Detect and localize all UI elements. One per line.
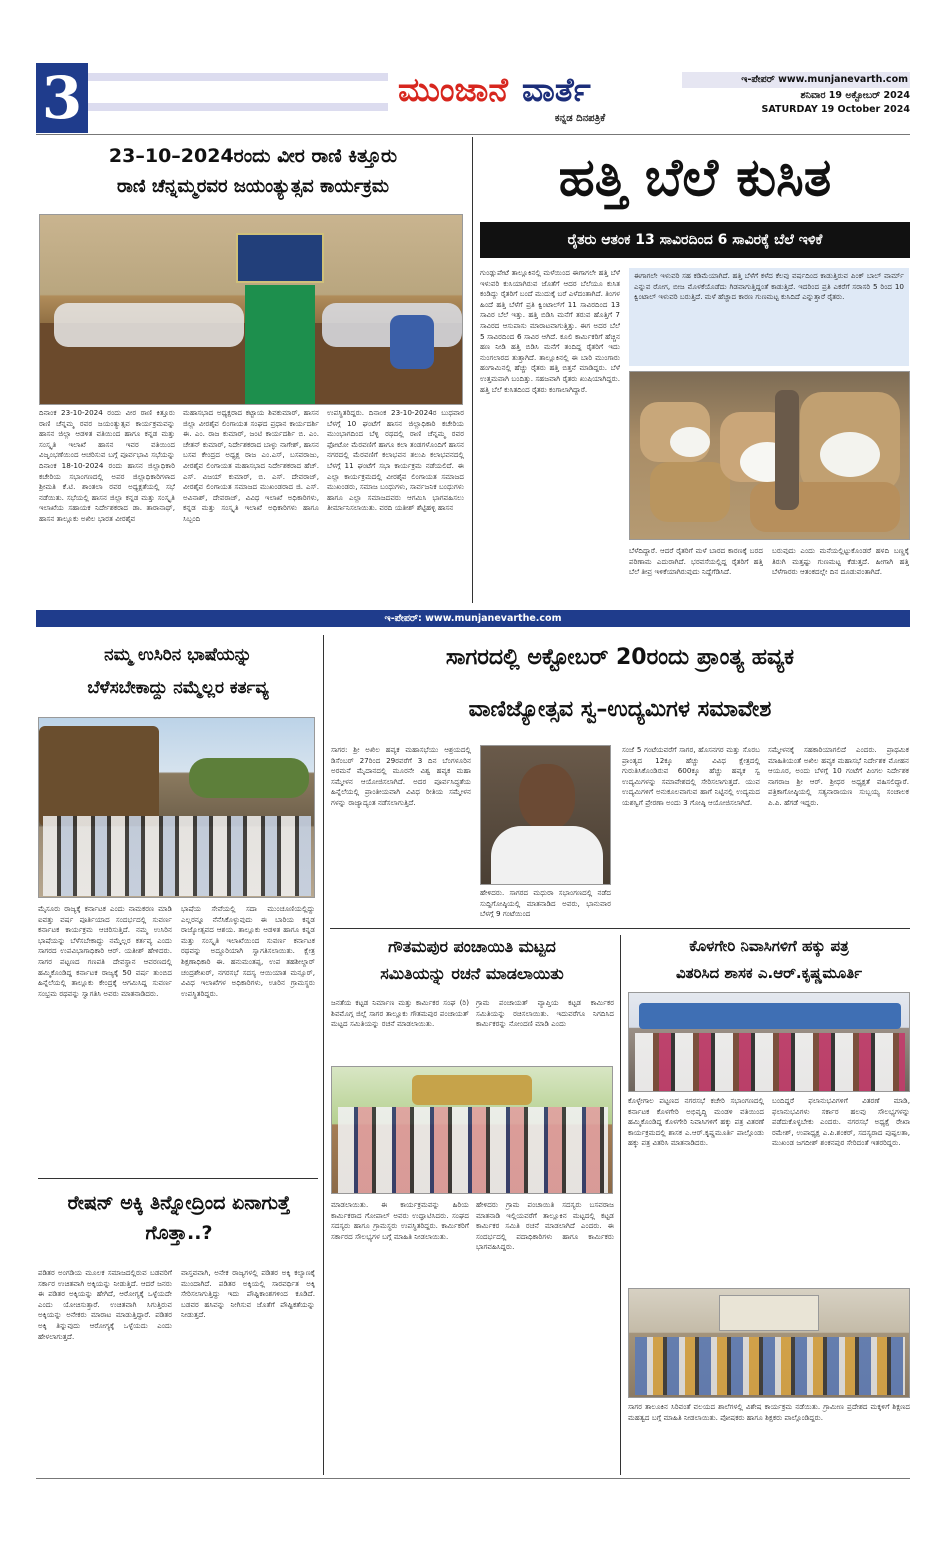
masthead-title-part2: ವಾರ್ತೆ (522, 70, 591, 109)
article7-photo (628, 992, 910, 1092)
page-number-box (36, 63, 88, 133)
column-rule-bottom-left (323, 635, 324, 1475)
masthead-tagline: ಕನ್ನಡ ದಿನಪತ್ರಿಕೆ (554, 113, 606, 124)
masthead-title-part1: ಮುಂಜಾನೆ (398, 70, 508, 109)
masthead-date-english: SATURDAY 19 October 2024 (761, 104, 910, 115)
article5-portrait-photo (480, 745, 611, 885)
article6-col2: ಗ್ರಾಮ ಪಂಚಾಯತ್ ವ್ಯಾಪ್ತಿಯ ಕಟ್ಟಡ ಕಾರ್ಮಿಕರ ಸಮಿತಿಯನ್ನು ರಚಿಸಲಾಯಿತು. ಇದುವರೆಗೂ ನಿಗದಿಸಿದ ಕಾರ್ಮಿಕರನ್ನು ನೋಂದಣಿ ಮಾಡಿ ಎಂದು (476, 998, 614, 1029)
article1-col2: ಮಹಾಸಭಾದ ಅಧ್ಯಕ್ಷರಾದ ಕಟ್ಟಾಯ ಶಿವಕುಮಾರ್, ಹಾಸನ ಜಿಲ್ಲಾ ವೀರಶೈವ ಲಿಂಗಾಯತ ಸಂಘದ ಪ್ರಧಾನ ಕಾರ್ಯದರ್ಶಿ ಈ. ಎಂ. ರಾಜ ಕುಮಾರ್, ಜಂಟಿ ಕಾರ್ಯದರ್ಶಿ ಬಿ. ಎಂ. ಚೇತನ್ ಕುಮಾರ್, ನಿರ್ದೇಶಕರಾದ ಬಾಳ್ಳು ನಾಗೇಶ್, ಹಾಸನ ಬಸವ ಕೇಂದ್ರದ ಅಧ್ಯಕ್ಷ ರಾಜ ಎಂ.ಎಸ್, ಬಸವರಾಜು, ವೀರಶೈವ ಲಿಂಗಾಯತ ಮಹಾಸಭಾದ ನಿರ್ದೇಶಕರಾದ ಹೆಚ್. ಎಸ್. ವಿಜಯ್ ಕುಮಾರ್, ಬಿ. ಎಸ್. ದೇವರಾಜ್, ವೀರಶೈವ ಲಿಂಗಾಯತ ಸಮಾಜದ ಮುಖಂಡರಾದ ಜಿ. ಎಸ್. ಅವಿನಾಶ್, ದೇವರಾಜ್, ವಿವಿಧ ಇಲಾಖೆ ಅಧಿಕಾರಿಗಳು, ಕನ್ನಡ ಮತ್ತು ಸಂಸ್ಕೃತಿ ಇಲಾಖೆ ಅಧಿಕಾರಿಗಳು ಹಾಗೂ ಸಿಬ್ಬಂದಿ (183, 408, 319, 523)
masthead-epaper-label[interactable]: ಇ-ಪೇಪರ್ www.munjanevarth.com (682, 72, 910, 88)
masthead-title (398, 68, 660, 112)
column-rule-bottom-right (620, 935, 621, 1475)
column-rule-top (472, 137, 473, 603)
article4-col2: ವಾಸ್ತವವಾಗಿ, ಅನೇಕ ರಾಜ್ಯಗಳಲ್ಲಿ ಪಡಿತರ ಅಕ್ಕಿ ಕಲ್ಯಾಣಕ್ಕೆ ಮುಂದಾಗಿದೆ. ಪಡಿತರ ಅಕ್ಕಿಯಲ್ಲಿ ಸಾರವರ್ಧಿತ ಅಕ್ಕಿ ಸೇರಿಸಲಾಗುತ್ತಿದ್ದು ಇದು ಪೌಷ್ಟಿಕಾಂಶಗಳಿಂದ ಕೂಡಿದೆ. ಬಡವರ ಹಸಿವನ್ನು ನೀಗಿಸುವ ಜೊತೆಗೆ ಪೌಷ್ಟಿಕತೆಯನ್ನು ನೀಡುತ್ತದೆ. (181, 1268, 315, 1320)
masthead-band-top (88, 73, 388, 81)
article5-headline-line1: ಸಾಗರದಲ್ಲಿ ಅಕ್ಟೋಬರ್ 20ರಂದು ಪ್ರಾಂತ್ಯ ಹವ್ಯಕ (445, 645, 795, 670)
masthead-rule (36, 134, 910, 135)
article1-photo (39, 214, 463, 405)
article2-headline: ಹತ್ತಿ ಬೆಲೆ ಕುಸಿತ (558, 148, 832, 208)
article7-headline-line2: ವಿತರಿಸಿದ ಶಾಸಕ ಎ.ಆರ್.ಕೃಷ್ಣಮೂರ್ತಿ (676, 964, 862, 982)
article5-col1: ಸಾಗರ: ಶ್ರೀ ಅಖಿಲ ಹವ್ಯಕ ಮಹಾಸಭೆಯು ಆಶ್ರಯದಲ್ಲಿ ಡಿಸೆಂಬರ್ 27ರಿಂದ 29ರವರೆಗೆ 3 ದಿನ ಬೆಂಗಳೂರಿನ ಅರಮನೆ ಮೈದಾನದಲ್ಲಿ ಮೂರನೇ ವಿಶ್ವ ಹವ್ಯಕ ಮಹಾ ಸಮ್ಮೇಳನ ಆಯೋಜಿಸಲಾಗಿದೆ. ಅದರ ಪೂರ್ವಸಿದ್ಧತೆಯ ಹಿನ್ನೆಲೆಯಲ್ಲಿ ಪ್ರಾಂತೀಯವಾಗಿ ವಿವಿಧ ರೀತಿಯ ಸಮ್ಮೇಳನ ಗಳನ್ನು ರಾಜ್ಯಾದ್ಯಂತ ನಡೆಸಲಾಗುತ್ತಿದೆ. (331, 745, 471, 807)
article2-col4: ಬರುವುದು ಎಂದು ಮನೆಯಲ್ಲಿಟ್ಟುಕೊಂಡರೆ ಹಳದಿ ಬಣ್ಣಕ್ಕೆ ತಿರುಗಿ ಮತ್ತಷ್ಟು ಗುಣಮಟ್ಟ ಕೆಡುತ್ತದೆ. ಹೀಗಾಗಿ ಹತ್ತಿ ಬೆಳೆಗಾರರು ಆತಂಕದಲ್ಲೇ ದಿನ ದೂಡುವಂತಾಗಿದೆ. (772, 546, 909, 577)
masthead-band-bottom (88, 103, 388, 111)
article3-headline-line2: ಬೆಳೆಸಬೇಕಾದ್ದು ನಮ್ಮೆಲ್ಲರ ಕರ್ತವ್ಯ (87, 678, 269, 698)
article5-headline-line2: ವಾಣಿಜ್ಯೋತ್ಸವ ಸ್ವ–ಉದ್ಯಮಿಗಳ ಸಮಾವೇಶ (468, 697, 772, 722)
article7-col2: ಬಂದಿದ್ದರೆ ಫಲಾನುಭವಿಗಳಿಗೆ ವಿತರಣೆ ಮಾಡಿ, ಫಲಾನುಭವಿಗಳು ಸರ್ಕಾರ ಹಲವು ಸೌಲಭ್ಯಗಳನ್ನು ಪಡೆದುಕೊಳ್ಳಬೇಕು ಎಂದರು. ನಗರಸಭೆ ಅಧ್ಯಕ್ಷೆ ರೇಖಾ ರಮೇಶ್, ಉಪಾಧ್ಯಕ್ಷ ಎ.ಪಿ.ಶಂಕರ್, ಸದಸ್ಯರಾದ ಪುಷ್ಪಲತಾ, ಮುಖಂಡ ಜಗದೀಶ್ ಶಂಕನಪುರ ಸೇರಿದಂತೆ ಇತರರಿದ್ದರು. (772, 1096, 910, 1148)
article6-headline-line2: ಸಮಿತಿಯನ್ನು ರಚನೆ ಮಾಡಲಾಯಿತು (380, 964, 564, 983)
article4-headline: ರೇಷನ್ ಅಕ್ಕಿ ತಿನ್ನೋದ್ರಿಂದ ಏನಾಗುತ್ತೆ ಗೊತ್ತಾ..? (67, 1192, 291, 1244)
article2-col3: ಬೆಳೆದಿದ್ದಾರೆ. ಆದರೆ ರೈತರಿಗೆ ಮಳೆ ಬಾರದ ಕಾರಣಕ್ಕೆ ಬರದ ಪರಿಣಾಮ ಎದುರಾಗಿದೆ. ಭರವಸೆಯಲ್ಲಿದ್ದ ರೈತರಿಗೆ ಹತ್ತಿ ಬೆಲೆ ತೀವ್ರ ಇಳಿಕೆಯಾಗಿರುವುದು ನಿದ್ದೆಗೆಡಿಸಿದೆ. (629, 546, 763, 577)
article2-subhead: ರೈತರು ಆತಂಕ 13 ಸಾವಿರದಿಂದ 6 ಸಾವಿರಕ್ಕೆ ಬೆಲೆ ಇಳಿಕೆ (480, 222, 910, 258)
article5-rule (330, 928, 910, 929)
article7-headline-line1: ಕೊಳಗೇರಿ ನಿವಾಸಿಗಳಿಗೆ ಹಕ್ಕು ಪತ್ರ (689, 937, 849, 955)
article2-col2-box (629, 268, 909, 366)
article5-col2: ಸಂಜೆ 5 ಗಂಟೆಯವರೆಗೆ ಸಾಗರ, ಹೊಸನಗರ ಮತ್ತು ಸೊರಬ ಪ್ರಾಂತ್ಯದ 12ಕ್ಕೂ ಹೆಚ್ಚು ವಿವಿಧ ಕ್ಷೇತ್ರದಲ್ಲಿ ಗುರುತಿಸಿಕೊಂಡಿರುವ 600ಕ್ಕೂ ಹೆಚ್ಚು ಹವ್ಯಕ ಸ್ವ ಉದ್ಯಮಿಗಳನ್ನು ಸಮಾವೇಶದಲ್ಲಿ ಸೇರಿಸಲಾಗುತ್ತದೆ. ಯುವ ಉದ್ಯಮಿಗಳಿಗೆ ಅನುಕೂಲವಾಗುವ ಹಾಗೆ ನಿಟ್ಟಿನಲ್ಲಿ ಉದ್ಯಮದ ಯಶಸ್ವಿಗೆ ಪ್ರೇರಣಾ ಅಂದು 3 ಗೋಷ್ಠಿ ಆಯೋಜಿಸಲಾಗಿದೆ. (622, 745, 760, 807)
article7-classroom-photo (628, 1288, 910, 1398)
page-bottom-rule (36, 1478, 910, 1479)
article6-headline-line1: ಗೌತಮಪುರ ಪಂಚಾಯಿತಿ ಮಟ್ಟದ (388, 937, 556, 956)
article7-col1: ಕೊಳ್ಳೇಗಾಲ ಪಟ್ಟಣದ ನಗರಸಭೆ ಕಚೇರಿ ಸಭಾಂಗಣದಲ್ಲಿ ಕರ್ನಾಟಕ ಕೊಳಗೇರಿ ಅಭಿವೃದ್ಧಿ ಮಂಡಳಿ ವತಿಯಿಂದ ಹಮ್ಮಿಕೊಂಡಿದ್ದ ಕೊಳಗೇರಿ ನಿವಾಸಿಗಳಿಗೆ ಹಕ್ಕು ಪತ್ರ ವಿತರಣೆ ಕಾರ್ಯಕ್ರಮದಲ್ಲಿ ಶಾಸಕ ಎ.ಆರ್.ಕೃಷ್ಣಮೂರ್ತಿ ಪಾಲ್ಗೊಂಡು ಹಕ್ಕು ಪತ್ರ ವಿತರಿಸಿ ಮಾತನಾಡಿದರು. (628, 1096, 764, 1148)
article6-col3: ಮಾಡಲಾಯಿತು. ಈ ಕಾರ್ಯಕ್ರಮವನ್ನು ಹಿರಿಯ ಕಾರ್ಮಿಕರಾದ ಗೋಪಾಲ್ ಅವರು ಉದ್ಘಾಟಿಸಿದರು. ಸಂಘದ ಸದಸ್ಯರು ಹಾಗೂ ಗ್ರಾಮಸ್ಥರು ಉಪಸ್ಥಿತರಿದ್ದರು. ಕಾರ್ಮಿಕರಿಗೆ ಸರ್ಕಾರದ ಸೌಲಭ್ಯಗಳ ಬಗ್ಗೆ ಮಾಹಿತಿ ನೀಡಲಾಯಿತು. (331, 1200, 469, 1241)
article3-col1: ಮೈಸೂರು ರಾಜ್ಯಕ್ಕೆ ಕರ್ನಾಟಕ ಎಂದು ನಾಮಕರಣ ಮಾಡಿ ಐವತ್ತು ವರ್ಷ ಪೂರ್ತಿಯಾದ ಸಂದರ್ಭದಲ್ಲಿ ಸುವರ್ಣ ಕರ್ನಾಟಕ ಕಾರ್ಯಕ್ರಮ ಆಚರಿಸುತ್ತಿದೆ. ನಮ್ಮ ಉಸಿರಿನ ಭಾಷೆಯನ್ನು ಬೆಳೆಸಬೇಕಾದ್ದು ನಮ್ಮೆಲ್ಲರ ಕರ್ತವ್ಯ ಎಂದು ಸಾಗರದ ಉಪವಿಭಾಗಾಧಿಕಾರಿ ಆರ್. ಯತೀಶ್ ಹೇಳಿದರು. ಸಾಗರ ಪಟ್ಟಣದ ಗಣಪತಿ ದೇವಸ್ಥಾನ ಆವರಣದಲ್ಲಿ ಹಮ್ಮಿಕೊಂಡಿದ್ದ ಕರ್ನಾಟಕ ರಾಜ್ಯಕ್ಕೆ 50 ವರ್ಷ ತುಂಬಿದ ಹಿನ್ನೆಲೆಯಲ್ಲಿ ತಾಲ್ಲೂಕು ಕೇಂದ್ರಕ್ಕೆ ಆಗಮಿಸಿದ್ದ ಸುವರ್ಣ ಸಂಭ್ರಮ ರಥವನ್ನು ಸ್ವಾಗತಿಸಿ ಅವರು ಮಾತನಾಡಿದರು. (38, 904, 172, 998)
article1-headline-line1: 23–10–2024ರಂದು ವೀರ ರಾಣಿ ಕಿತ್ತೂರು (108, 145, 398, 167)
article3-col2: ಭಾಷೆಯ ಸೇವೆಯಲ್ಲಿ ಸದಾ ಮುಂಚೂಣಿಯಲ್ಲಿದ್ದು ಎಲ್ಲರನ್ನೂ ನೆನೆಸಿಕೊಳ್ಳುವುದು ಈ ಬಾರಿಯ ಕನ್ನಡ ರಾಜ್ಯೋತ್ಸವದ ಆಶಯ. ತಾಲ್ಲೂಕು ಆಡಳಿತ ಹಾಗೂ ಕನ್ನಡ ಮತ್ತು ಸಂಸ್ಕೃತಿ ಇಲಾಖೆಯಿಂದ ಸುವರ್ಣ ಕರ್ನಾಟಕ ರಥವನ್ನು ಅದ್ದೂರಿಯಾಗಿ ಸ್ವಾಗತಿಸಲಾಯಿತು. ಕ್ಷೇತ್ರ ಶಿಕ್ಷಣಾಧಿಕಾರಿ ಈ. ಹನುಮಂತಪ್ಪ, ಉಪ ತಹಶೀಲ್ದಾರ್ ಚಂದ್ರಶೇಖರ್, ನಗರಸಭೆ ಸದಸ್ಯ ಆಯಿಯಾತ ಮನ್ಸೂರ್, ವಿವಿಧ ಇಲಾಖೆಗಳ ಅಧಿಕಾರಿಗಳು, ಊರಿನ ಗ್ರಾಮಸ್ಥರು ಉಪಸ್ಥಿತರಿದ್ದರು. (181, 904, 315, 998)
epaper-divider-label[interactable]: ಇ-ಪೇಪರ್: www.munjanevarthe.com (384, 613, 562, 624)
page-number: 3 (41, 64, 83, 132)
article5-photo-caption: ಹೇಳಿದರು. ಸಾಗರದ ಮಧುರಾ ಸಭಾಂಗಣದಲ್ಲಿ ನಡೆದ ಸುದ್ದಿಗೋಷ್ಠಿಯಲ್ಲಿ ಮಾತನಾಡಿದ ಅವರು, ಭಾನುವಾರ ಬೆಳಗ್ಗೆ 9 ಗಂಟೆಯಿಂದ (480, 888, 611, 919)
article1-col1: ದಿನಾಂಕ 23-10-2024 ರಂದು ವೀರ ರಾಣಿ ಕಿತ್ತೂರು ರಾಣಿ ಚೆನ್ನಮ್ಮ ರವರ ಜಯಂತ್ಯುತ್ಸವ ಕಾರ್ಯಕ್ರಮವನ್ನು ಹಾಸನ ಜಿಲ್ಲಾ ಆಡಳಿತ ವತಿಯಿಂದ ಹಾಗೂ ಕನ್ನಡ ಮತ್ತು ಸಂಸ್ಕೃತಿ ಇಲಾಖೆ ಹಾಸನ ಇವರ ವತಿಯಿಂದ ವಿಜೃಂಭಣೆಯಿಂದ ಆಚರಿಸುವ ಬಗ್ಗೆ ಪೂರ್ವಭಾವಿ ಸಭೆಯನ್ನು ದಿನಾಂಕ 18-10-2024 ರಂದು ಹಾಸನ ಜಿಲ್ಲಾಧಿಕಾರಿ ಕಚೇರಿಯ ಸಭಾಂಗಣದಲ್ಲಿ ಅಪರ ಜಿಲ್ಲಾಧಿಕಾರಿಗಳಾದ ಶ್ರೀಮತಿ ಕೆ.ಟಿ. ಶಾಂತಲಾ ರವರ ಅಧ್ಯಕ್ಷತೆಯಲ್ಲಿ ಸಭೆ ನಡೆಯಿತು. ಸಭೆಯಲ್ಲಿ ಹಾಸನ ಜಿಲ್ಲಾ ಕನ್ನಡ ಮತ್ತು ಸಂಸ್ಕೃತಿ ಇಲಾಖೆಯ ಸಹಾಯಕ ನಿರ್ದೇಶಕರಾದ ಡಾ. ತಾರಾನಾಥ್, ಹಾಸನ ತಾಲ್ಲೂಕು ಅಖಿಲ ಭಾರತ ವೀರಶೈವ (39, 408, 175, 523)
article5-col3: ಸಮ್ಮೇಳನಕ್ಕೆ ಸಹಕಾರಿಯಾಗಲಿದೆ ಎಂದರು. ಪ್ರಾಥಮಿಕ ಮಾಹಿತಿಯಂತೆ ಅಖಿಲ ಹವ್ಯಕ ಮಹಾಸಭೆ ನಿರ್ದೇಶಕ ಮೋಹನ ಆಯೂರ, ಅಂದು ಬೆಳಗ್ಗೆ 10 ಗಂಟೆಗೆ ಪಿಂಗಲ ನಿರ್ದೇಶಕ ನಾಗರಾಜ ಶ್ರೀ ಆರ್. ಶ್ರೀಧರ ಅಧ್ಯಕ್ಷತೆ ವಹಿಸಲಿದ್ದಾರೆ. ಪತ್ರಿಕಾಗೋಷ್ಠಿಯಲ್ಲಿ ಸತ್ಯನಾರಾಯಣ ಸುಬ್ಬಯ್ಯ ಸಂಚಾಲಕ ಪಿ.ಪಿ. ಹೆಗಡೆ ಇದ್ದರು. (768, 745, 909, 807)
article6-photo (331, 1066, 613, 1194)
article4-col1: ಪಡಿತರ ಅಂಗಡಿಯ ಮೂಲಕ ಸಮಾಜದಲ್ಲಿರುವ ಬಡವರಿಗೆ ಸರ್ಕಾರ ಉಚಿತವಾಗಿ ಅಕ್ಕಿಯನ್ನು ನೀಡುತ್ತಿದೆ. ಆದರೆ ಜನರು ಈ ಪಡಿತರ ಅಕ್ಕಿಯನ್ನು ಹೇಗಿದೆ, ಆರೋಗ್ಯಕ್ಕೆ ಒಳ್ಳೆಯದೇ ಎಂದು ಯೋಚಿಸುತ್ತಾರೆ. ಉಚಿತವಾಗಿ ಸಿಗುತ್ತಿರುವ ಅಕ್ಕಿಯನ್ನು ಅನೇಕರು ಮಾರಾಟ ಮಾಡುತ್ತಿದ್ದಾರೆ. ಪಡಿತರ ಅಕ್ಕಿ ತಿನ್ನುವುದು ಆರೋಗ್ಯಕ್ಕೆ ಒಳ್ಳೆಯದು ಎಂದು ಹೇಳಲಾಗುತ್ತದೆ. (38, 1268, 172, 1341)
article1-headline-line2: ರಾಣಿ ಚೆನ್ನಮ್ಮರವರ ಜಯಂತ್ಯುತ್ಸವ ಕಾರ್ಯಕ್ರಮ (117, 176, 389, 197)
article2-col2: ಈಗಾಗಲೇ ಇಳುವರಿ ಸಹ ಕಡಿಮೆಯಾಗಿದೆ. ಹತ್ತಿ ಬೆಳೆಗೆ ಕಳೆದ ಕೆಲವು ವರ್ಷದಿಂದ ಕಾಡುತ್ತಿರುವ ಪಿಂಕ್ ಬಾಲ್ ವಾರ್ಮ್ ಎನ್ನುವ ರೋಗ, ಬೀಜ ಮೊಳಕೆಯೊಡೆದು ಗಿಡವಾಗುತ್ತಿದ್ದಂತೆ ಕಾಡುತ್ತಿದೆ. ಇದರಿಂದ ಪ್ರತಿ ಎಕರೆಗೆ ಸರಾಸರಿ 5 ರಿಂದ 10 ಕ್ವಿಂಟಾಲ್ ಇಳುವರಿ ಬರುತ್ತಿದೆ. ಮಳೆ ಹೆಚ್ಚಾದ ಕಾರಣ ಗುಣಮಟ್ಟ ಕುಸಿದಿದೆ ಎನ್ನುತ್ತಾರೆ ರೈತರು. (634, 271, 904, 302)
masthead-date-kannada: ಶನಿವಾರ 19 ಅಕ್ಟೋಬರ್ 2024 (800, 90, 910, 101)
article3-rule (38, 1178, 318, 1179)
article2-cotton-photo (629, 371, 910, 540)
article3-headline-line1: ನಮ್ಮ ಉಸಿರಿನ ಭಾಷೆಯನ್ನು (104, 645, 252, 665)
article3-photo (38, 717, 315, 898)
article7-caption2: ಸಾಗರ ತಾಲೂಕಿನ ಸಿರಿವಂತೆ ವಲಯದ ಶಾಲೆಗಳಲ್ಲಿ ವಿಶೇಷ ಕಾರ್ಯಕ್ರಮ ನಡೆಯಿತು. ಗ್ರಾಮೀಣ ಪ್ರದೇಶದ ಮಕ್ಕಳಿಗೆ ಶಿಕ್ಷಣದ ಮಹತ್ವದ ಬಗ್ಗೆ ಮಾಹಿತಿ ನೀಡಲಾಯಿತು. ಪೋಷಕರು ಹಾಗೂ ಶಿಕ್ಷಕರು ಪಾಲ್ಗೊಂಡಿದ್ದರು. (628, 1402, 910, 1422)
article2-col1: ಗುಂಡ್ಲುಪೇಟೆ ತಾಲ್ಲೂಕಿನಲ್ಲಿ ಮಳೆಯಿಂದ ಈಗಾಗಲೇ ಹತ್ತಿ ಬೆಳೆ ಇಳುವರಿ ಕುಸಿಯಾಗಿರುವ ಜೊತೆಗೆ ಆದರ ಬೆಲೆಯೂ ಕುಸಿತ ಕಂಡಿದ್ದು ರೈತರಿಗೆ ಬಂದೆ ಮುದುಕ್ಕೆ ಬರೆ ಎಳೆದಂತಾಗಿದೆ. ತಿಂಗಳ ಹಿಂದೆ ಹತ್ತಿ ಬೆಳೆಗೆ ಪ್ರತಿ ಕ್ವಿಂಟಾಲ್‌ಗೆ 11 ಸಾವಿರದಿಂದ 13 ಸಾವಿರ ಬೆಲೆ ಇತ್ತು. ಹತ್ತಿ ಬಿಡಿಸಿ ಮನೆಗೆ ತರುವ ಹೊತ್ತಿಗೆ 7 ಸಾವಿರದ ಆಸುಪಾಸು ಮಾರಾಟವಾಗುತ್ತಿತ್ತು. ಈಗ ಅದರ ಬೆಲೆ 5 ಸಾವಿರದಿಂದ 6 ಸಾವಿರ ಆಗಿದೆ. ಕೂಲಿ ಕಾರ್ಮಿಕರಿಗೆ ಹೆಚ್ಚಿನ ಹಣ ನೀಡಿ ಹತ್ತಿ ಬಿಡಿಸಿ ಮನೆಗೆ ತಂದಿದ್ದ ರೈತರಿಗೆ ಇದು ನುಂಗಲಾರದ ತುತ್ತಾಗಿದೆ. ತಾಲ್ಲೂಕಿನಲ್ಲಿ ಈ ಬಾರಿ ಮುಂಗಾರು ಹಂಗಾಮಿನಲ್ಲಿ ಹೆಚ್ಚು ರೈತರು ಹತ್ತಿ ಬಿತ್ತನೆ ಮಾಡಿದ್ದರು. ಬೆಳೆ ಉತ್ತಮವಾಗಿ ಬಂದಿತ್ತು. ಸಹಜವಾಗಿ ರೈತರು ಖುಷಿಯಾಗಿದ್ದರು. ಹತ್ತಿ ಬೆಲೆ ಕುಸಿತದಿಂದ ರೈತರು ಕಂಗಾಲಾಗಿದ್ದಾರೆ. (480, 268, 620, 394)
article6-col4: ಹೇಳಿದರು ಗ್ರಾಮ ಪಂಚಾಯಿತಿ ಸದಸ್ಯರು ಬಸವರಾಜ ಮಾತನಾಡಿ ಇಲ್ಲಿಯವರೆಗೆ ತಾಲ್ಲೂಕಿನ ಮಟ್ಟದಲ್ಲಿ ಕಟ್ಟಡ ಕಾರ್ಮಿಕರ ಸಮಿತಿ ರಚನೆ ಮಾಡಲಾಗಿದೆ ಎಂದರು. ಈ ಸಂದರ್ಭದಲ್ಲಿ ಪದಾಧಿಕಾರಿಗಳು ಹಾಗೂ ಕಾರ್ಮಿಕರು ಭಾಗವಹಿಸಿದ್ದರು. (476, 1200, 614, 1252)
article6-col1: ಜನತೆಯ ಕಟ್ಟಡ ನಿರ್ಮಾಣ ಮತ್ತು ಕಾರ್ಮಿಕರ ಸಂಘ (ರಿ) ಶಿವಮೊಗ್ಗ ಜಿಲ್ಲೆ ಸಾಗರ ತಾಲ್ಲೂಕು ಗೌತಮಪುರ ಪಂಚಾಯತ್ ಮಟ್ಟದ ಸಮಿತಿಯನ್ನು ರಚನೆ ಮಾಡಲಾಯಿತು. (331, 998, 469, 1029)
article1-col3: ಉಪಸ್ಥಿತರಿದ್ದರು. ದಿನಾಂಕ 23-10-2024ರ ಬುಧವಾರ ಬೆಳಗ್ಗೆ 10 ಘಂಟೆಗೆ ಹಾಸನ ಜಿಲ್ಲಾಧಿಕಾರಿ ಕಚೇರಿಯ ಮುಂಭಾಗದಿಂದ ಬೆಳ್ಳಿ ರಥದಲ್ಲಿ ರಾಣಿ ಚೆನ್ನಮ್ಮ ರವರ ಫೋಟೋ ಮೆರವಣಿಗೆ ಹಾಗೂ ಕಲಾ ತಂಡಗಳೊಂದಿಗೆ ಹಾಸನ ನಗರದಲ್ಲಿ ಮೆರವಣಿಗೆ ಕಲಾಭವನ ತಲುಪಿ ಕಲಾಭವನದಲ್ಲಿ ಬೆಳಗ್ಗೆ 11 ಘಂಟೆಗೆ ಸಭಾ ಕಾರ್ಯಕ್ರಮ ನಡೆಯಲಿದೆ. ಈ ಎಲ್ಲಾ ಕಾರ್ಯಕ್ರಮದಲ್ಲಿ ವೀರಶೈವ ಲಿಂಗಾಯತ ಸಮಾಜದ ಮುಖಂಡರು, ಸಮಾಜ ಬಂಧುಗಳು, ಸಾರ್ವಜನಿಕ ಬಂಧುಗಳು ಹಾಗೂ ಎಲ್ಲಾ ಸಮಾಜದವರು ಆಗಮಿಸಿ ಭಾಗವಹಿಸಲು ತೀರ್ಮಾನಿಸಲಾಯಿತು. ವರದಿ ಯತೀಶ್ ಶೆಟ್ಟಿಹಳ್ಳಿ ಹಾಸನ (327, 408, 464, 513)
epaper-divider-band (36, 610, 910, 627)
